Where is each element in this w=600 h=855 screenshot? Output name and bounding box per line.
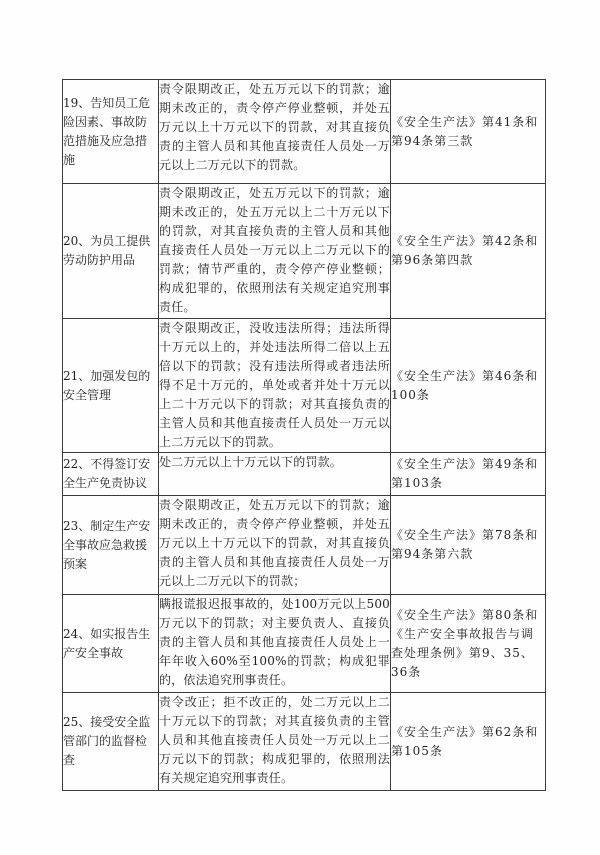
item-cell: 21、加强发包的安全管理: [63, 319, 159, 453]
table-row: [63, 184, 546, 319]
penalty-cell: 处二万元以上十万元以下的罚款。: [159, 453, 391, 496]
basis-cell: 《安全生产法》第46条和100条: [391, 319, 546, 453]
table-row: [63, 319, 546, 453]
item-cell: 19、告知员工危险因素、事故防范措施及应急措施: [63, 80, 159, 184]
table-row: [63, 693, 546, 791]
basis-cell: 《安全生产法》第78条和第94条第六款: [391, 496, 546, 595]
penalty-table: [62, 79, 546, 791]
penalty-cell: 责令限期改正，处五万元以下的罚款；逾期未改正的，责令停产停业整顿，并处五万元以上十万元以下的罚款，对其直接负责的主管人员和其他直接责任人员处一万元以上二万元以下的罚款；: [159, 496, 391, 595]
basis-cell: 《安全生产法》第41条和第94条第三款: [391, 80, 546, 184]
item-cell: 20、为员工提供劳动防护用品: [63, 184, 159, 319]
table-row: [63, 595, 546, 693]
basis-cell: 《安全生产法》第42条和第96条第四款: [391, 184, 546, 319]
item-cell: 23、制定生产安全事故应急救援预案: [63, 496, 159, 595]
table-container: [62, 79, 545, 791]
basis-cell: 《安全生产法》第80条和《生产安全事故报告与调查处理条例》第9、35、36条: [391, 595, 546, 693]
item-cell: 22、不得签订安全生产免责协议: [63, 453, 159, 496]
penalty-cell: 责令限期改正，没收违法所得；违法所得十万元以上的，并处违法所得二倍以上五倍以下的罚款；没有违法所得或者违法所得不足十万元的，单处或者并处十万元以上二十万元以下的罚款；对其直接负责的主管人员和其他直接责任人员处一万元以上二万元以下的罚款。: [159, 319, 391, 453]
penalty-cell: 瞒报谎报迟报事故的，处100万元以上500万元以下的罚款；对主要负责人、直接负责的主管人员和其他直接责任人员处上一年年收入60%至100%的罚款；构成犯罪的，依法追究刑事责任。: [159, 595, 391, 693]
item-cell: 24、如实报告生产安全事故: [63, 595, 159, 693]
basis-cell: 《安全生产法》第62条和第105条: [391, 693, 546, 791]
table-row: [63, 80, 546, 184]
penalty-cell: 责令限期改正，处五万元以下的罚款；逾期未改正的，责令停产停业整顿，并处五万元以上十万元以下的罚款，对其直接负责的主管人员和其他直接责任人员处一万元以上二万元以下的罚款。: [159, 80, 391, 184]
penalty-cell: 责令改正；拒不改正的，处二万元以上二十万元以下的罚款；对其直接负责的主管人员和其他直接责任人员处一万元以上二万元以下的罚款；构成犯罪的，依照刑法有关规定追究刑事责任。: [159, 693, 391, 791]
table-row: [63, 453, 546, 496]
item-cell: 25、接受安全监管部门的监督检查: [63, 693, 159, 791]
basis-cell: 《安全生产法》第49条和第103条: [391, 453, 546, 496]
penalty-cell: 责令限期改正，处五万元以下的罚款；逾期未改正的，处五万元以上二十万元以下的罚款，对其直接负责的主管人员和其他直接责任人员处一万元以上二万元以下的罚款；情节严重的，责令停产停业整顿；构成犯罪的，依照刑法有关规定追究刑事责任。: [159, 184, 391, 319]
table-row: [63, 496, 546, 595]
